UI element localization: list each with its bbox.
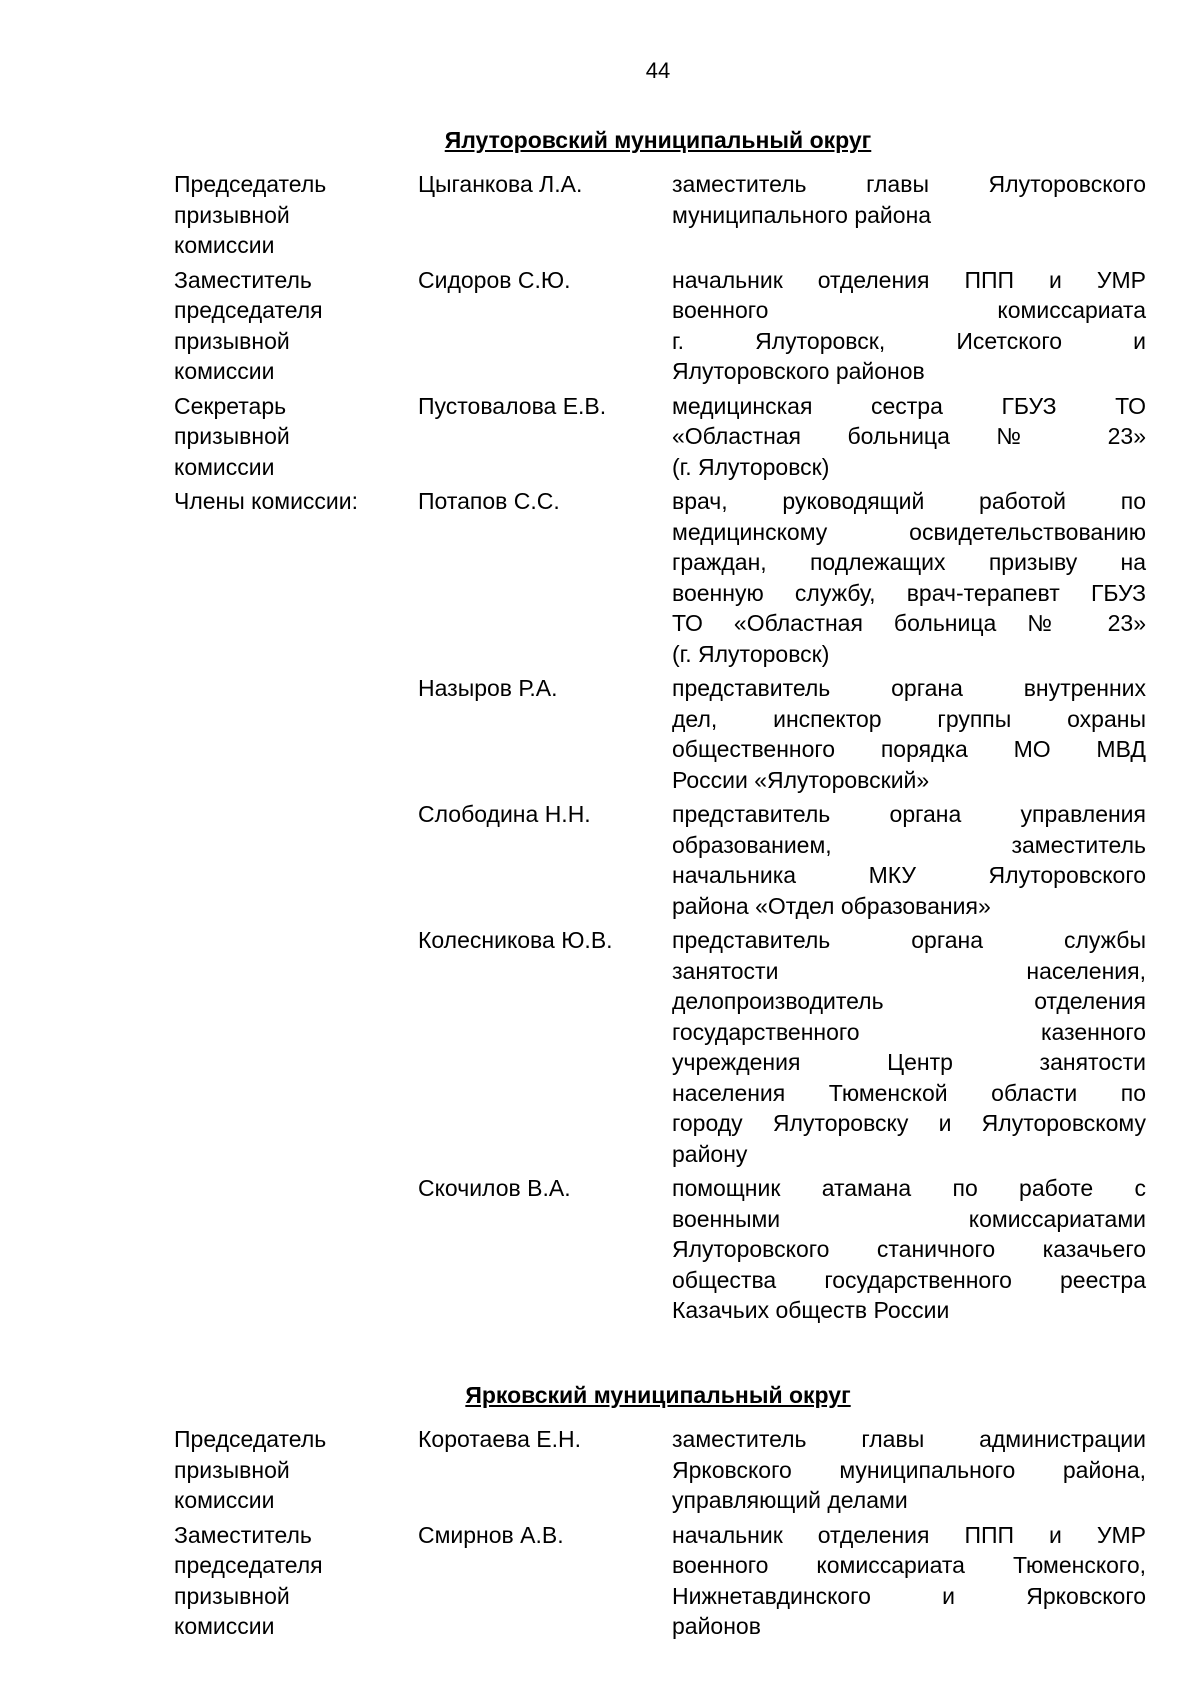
commission-member-row <box>0 169 1200 261</box>
position-line: (г. Ялуторовск) <box>672 453 830 480</box>
position-line: представитель органа внутренних <box>672 675 1146 701</box>
member-position <box>672 799 1146 921</box>
commission-member-row <box>0 391 1200 483</box>
position-line: заместитель главы администрации <box>672 1426 1146 1452</box>
position-line: городу Ялуторовску и Ялуторовскому <box>672 1110 1146 1136</box>
commission-member-row <box>0 673 1200 795</box>
position-line: образованием, заместитель <box>672 831 1146 858</box>
section-rows <box>0 1424 1200 1646</box>
member-role <box>174 1424 404 1516</box>
position-line: учреждения Центр занятости <box>672 1049 1146 1075</box>
member-position <box>672 1424 1146 1516</box>
role-line: призывной <box>174 1582 290 1609</box>
member-role <box>174 1520 404 1642</box>
role-line: председателя <box>174 1552 323 1578</box>
member-name: Потапов С.С. <box>418 488 560 514</box>
member-name: Сидоров С.Ю. <box>418 266 571 293</box>
commission-member-row <box>0 925 1200 1169</box>
page-number: 44 <box>645 58 671 83</box>
role-line: комиссии <box>174 232 275 258</box>
member-name: Слободина Н.Н. <box>418 801 591 827</box>
member-name: Колесникова Ю.В. <box>418 927 613 953</box>
position-line: военными комиссариатами <box>672 1205 1146 1232</box>
position-line: военную службу, врач-терапевт ГБУЗ <box>672 579 1146 606</box>
position-line: заместитель главы Ялуторовского <box>672 171 1146 197</box>
member-name: Скочилов В.А. <box>418 1175 571 1201</box>
position-line: района «Отдел образования» <box>672 892 991 919</box>
role-line: призывной <box>174 423 290 449</box>
commission-member-row <box>0 265 1200 387</box>
position-line: населения Тюменской области по <box>672 1079 1146 1106</box>
member-name: Смирнов А.В. <box>418 1521 564 1548</box>
role-line: комиссии <box>174 1487 275 1513</box>
commission-member-row <box>0 486 1200 669</box>
role-line: Члены комиссии: <box>174 488 359 514</box>
position-line: начальника МКУ Ялуторовского <box>672 862 1146 888</box>
member-position <box>672 391 1146 483</box>
role-line: Секретарь <box>174 392 287 419</box>
position-line: медицинскому освидетельствованию <box>672 518 1146 545</box>
position-line: общества государственного реестра <box>672 1266 1146 1293</box>
commission-member-row <box>0 1173 1200 1326</box>
member-role <box>174 169 404 261</box>
role-line: призывной <box>174 1456 290 1483</box>
member-name: Пустовалова Е.В. <box>418 392 607 419</box>
member-name: Назыров Р.А. <box>418 675 558 701</box>
role-line: призывной <box>174 201 290 228</box>
role-line: комиссии <box>174 1613 275 1639</box>
commission-member-row <box>0 1520 1200 1642</box>
member-position <box>672 925 1146 1169</box>
position-line: начальник отделения ППП и УМР <box>672 1521 1146 1548</box>
commission-member-row <box>0 799 1200 921</box>
position-line: Нижнетавдинского и Ярковского <box>672 1582 1146 1609</box>
member-role <box>174 391 404 483</box>
section-title: Ярковский муниципальный округ <box>465 1382 851 1408</box>
position-line: г. Ялуторовск, Исетского и <box>672 327 1146 354</box>
position-line: Казачьих обществ России <box>672 1297 950 1323</box>
position-line: военного комиссариата Тюменского, <box>672 1552 1146 1578</box>
member-position <box>672 1173 1146 1326</box>
position-line: начальник отделения ППП и УМР <box>672 266 1146 293</box>
position-line: районов <box>672 1613 761 1639</box>
position-line: ТО «Областная больница № 23» <box>672 610 1146 636</box>
position-line: делопроизводитель отделения <box>672 988 1146 1014</box>
member-position <box>672 1520 1146 1642</box>
position-line: занятости населения, <box>672 957 1146 984</box>
section-title: Ялуторовский муниципальный округ <box>444 127 872 153</box>
position-line: граждан, подлежащих призыву на <box>672 549 1146 575</box>
position-line: Ялуторовского станичного казачьего <box>672 1236 1146 1262</box>
position-line: управляющий делами <box>672 1487 908 1513</box>
member-role <box>174 486 404 517</box>
role-line: комиссии <box>174 358 275 384</box>
position-line: помощник атамана по работе с <box>672 1175 1146 1201</box>
role-line: председателя <box>174 297 323 323</box>
member-role <box>174 265 404 387</box>
position-line: представитель органа службы <box>672 927 1146 953</box>
role-line: Председатель <box>174 171 327 197</box>
position-line: муниципального района <box>672 201 932 228</box>
commission-member-row <box>0 1424 1200 1516</box>
position-line: дел, инспектор группы охраны <box>672 705 1146 732</box>
position-line: (г. Ялуторовск) <box>672 640 830 667</box>
position-line: представитель органа управления <box>672 801 1146 827</box>
position-line: району <box>672 1140 748 1167</box>
position-line: врач, руководящий работой по <box>672 488 1146 514</box>
section-rows <box>0 169 1200 1330</box>
role-line: Заместитель <box>174 1521 312 1548</box>
member-position <box>672 673 1146 795</box>
position-line: медицинская сестра ГБУЗ ТО <box>672 392 1146 419</box>
position-line: Ярковского муниципального района, <box>672 1456 1146 1483</box>
role-line: Заместитель <box>174 266 312 293</box>
member-name: Коротаева Е.Н. <box>418 1426 581 1452</box>
member-name: Цыганкова Л.А. <box>418 171 583 197</box>
role-line: Председатель <box>174 1426 327 1452</box>
position-line: государственного казенного <box>672 1018 1146 1045</box>
position-line: «Областная больница № 23» <box>672 423 1146 449</box>
member-position <box>672 265 1146 387</box>
role-line: комиссии <box>174 453 275 480</box>
member-position <box>672 169 1146 230</box>
position-line: военного комиссариата <box>672 297 1146 323</box>
role-line: призывной <box>174 327 290 354</box>
member-position <box>672 486 1146 669</box>
position-line: России «Ялуторовский» <box>672 766 930 793</box>
position-line: Ялуторовского районов <box>672 358 925 384</box>
position-line: общественного порядка МО МВД <box>672 736 1146 762</box>
